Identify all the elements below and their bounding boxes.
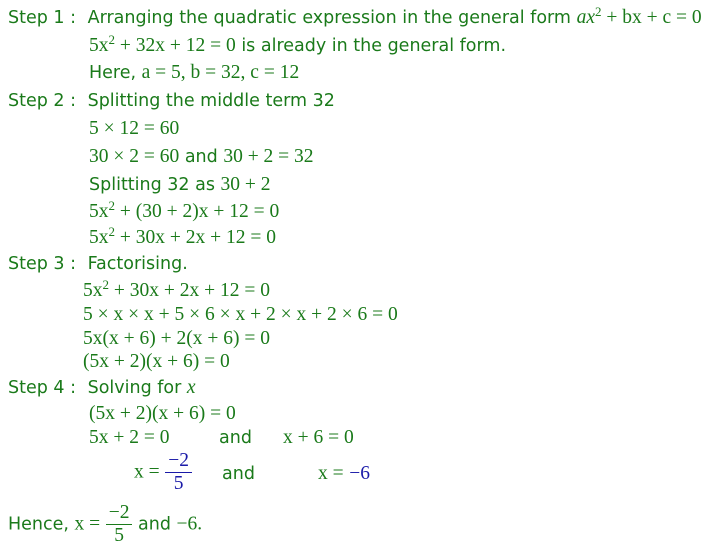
step4-line2-and: and (219, 428, 252, 448)
step4-solution2 (318, 463, 370, 485)
step2-sum: 30 + 2 = 32 (223, 146, 314, 167)
step4-fraction-denominator: 5 (173, 473, 184, 494)
step2-title: Splitting the middle term 32 (87, 91, 335, 111)
step3-line2: 5 × x × x + 5 × 6 × x + 2 × x + 2 × 6 = 0 (83, 304, 398, 325)
conclusion-text: Hence, (8, 514, 75, 535)
step4-root1-eq: 5x + 2 = 0 (89, 427, 170, 448)
step2-line5: $5x^2 + 30x + 2x + 12 = 0$ (89, 223, 276, 248)
step1-heading (8, 3, 702, 29)
step4-solution2-value: −6 (349, 463, 370, 484)
step2-product: 30 × 2 = 60 (89, 146, 180, 167)
step4-label: Step 4 : (8, 378, 77, 398)
step1-line1 (89, 31, 507, 57)
step3-line1: $5x^2 + 30x + 2x + 12 = 0$ (83, 276, 270, 301)
step2-and: and (179, 147, 224, 167)
step1-general-form: $ax^2$ + bx + c = 0 (576, 3, 702, 28)
step4-line1: (5x + 2)(x + 6) = 0 (89, 403, 236, 424)
conclusion-fraction (106, 502, 133, 547)
step2-line3 (89, 174, 271, 196)
step4-solution2-lhs: x = (318, 463, 344, 484)
conclusion-value: −6. (176, 513, 203, 535)
step4-solution1-lhs: x = (134, 461, 160, 483)
step2-line2 (89, 146, 314, 168)
step2-split-text: Splitting 32 as (89, 175, 221, 195)
step2-heading (8, 90, 335, 112)
step4-fraction-numerator: −2 (165, 450, 192, 473)
step1-line2 (89, 62, 299, 84)
step4-line3-and: and (222, 464, 255, 484)
step1-line1-text: is already in the general form. (235, 36, 507, 56)
step3-label: Step 3 : (8, 254, 77, 274)
step1-coefficients: a = 5, b = 32, c = 12 (141, 62, 300, 83)
conclusion-lhs: x = (74, 513, 101, 535)
step3-line4: (5x + 2)(x + 6) = 0 (83, 351, 230, 372)
step1-label: Step 1 : (8, 8, 77, 28)
step2-line1: 5 × 12 = 60 (89, 118, 180, 139)
step2-line4: $5x^2 + (30 + 2)x + 12 = 0$ (89, 197, 280, 222)
step3-title: Factorising. (87, 254, 188, 274)
step1-here-text: Here, (89, 63, 142, 83)
step4-solution1 (134, 450, 192, 495)
step2-split-math: 30 + 2 (220, 174, 271, 195)
step4-title: Solving for (87, 378, 187, 398)
step4-root2-eq: x + 6 = 0 (283, 427, 354, 448)
step1-equation: $5x^2 + 32x + 12 = 0$ (89, 31, 236, 56)
conclusion-and: and (132, 514, 177, 535)
step3-line3: 5x(x + 6) + 2(x + 6) = 0 (83, 328, 270, 349)
conclusion-numerator: −2 (106, 502, 133, 525)
conclusion (8, 502, 202, 547)
step3-heading (8, 253, 188, 275)
step4-heading (8, 377, 196, 399)
step2-label: Step 2 : (8, 91, 77, 111)
step4-fraction (165, 450, 192, 495)
conclusion-denominator: 5 (114, 525, 124, 546)
step1-title: Arranging the quadratic expression in the general form (87, 8, 571, 28)
step4-variable: x (186, 377, 196, 398)
